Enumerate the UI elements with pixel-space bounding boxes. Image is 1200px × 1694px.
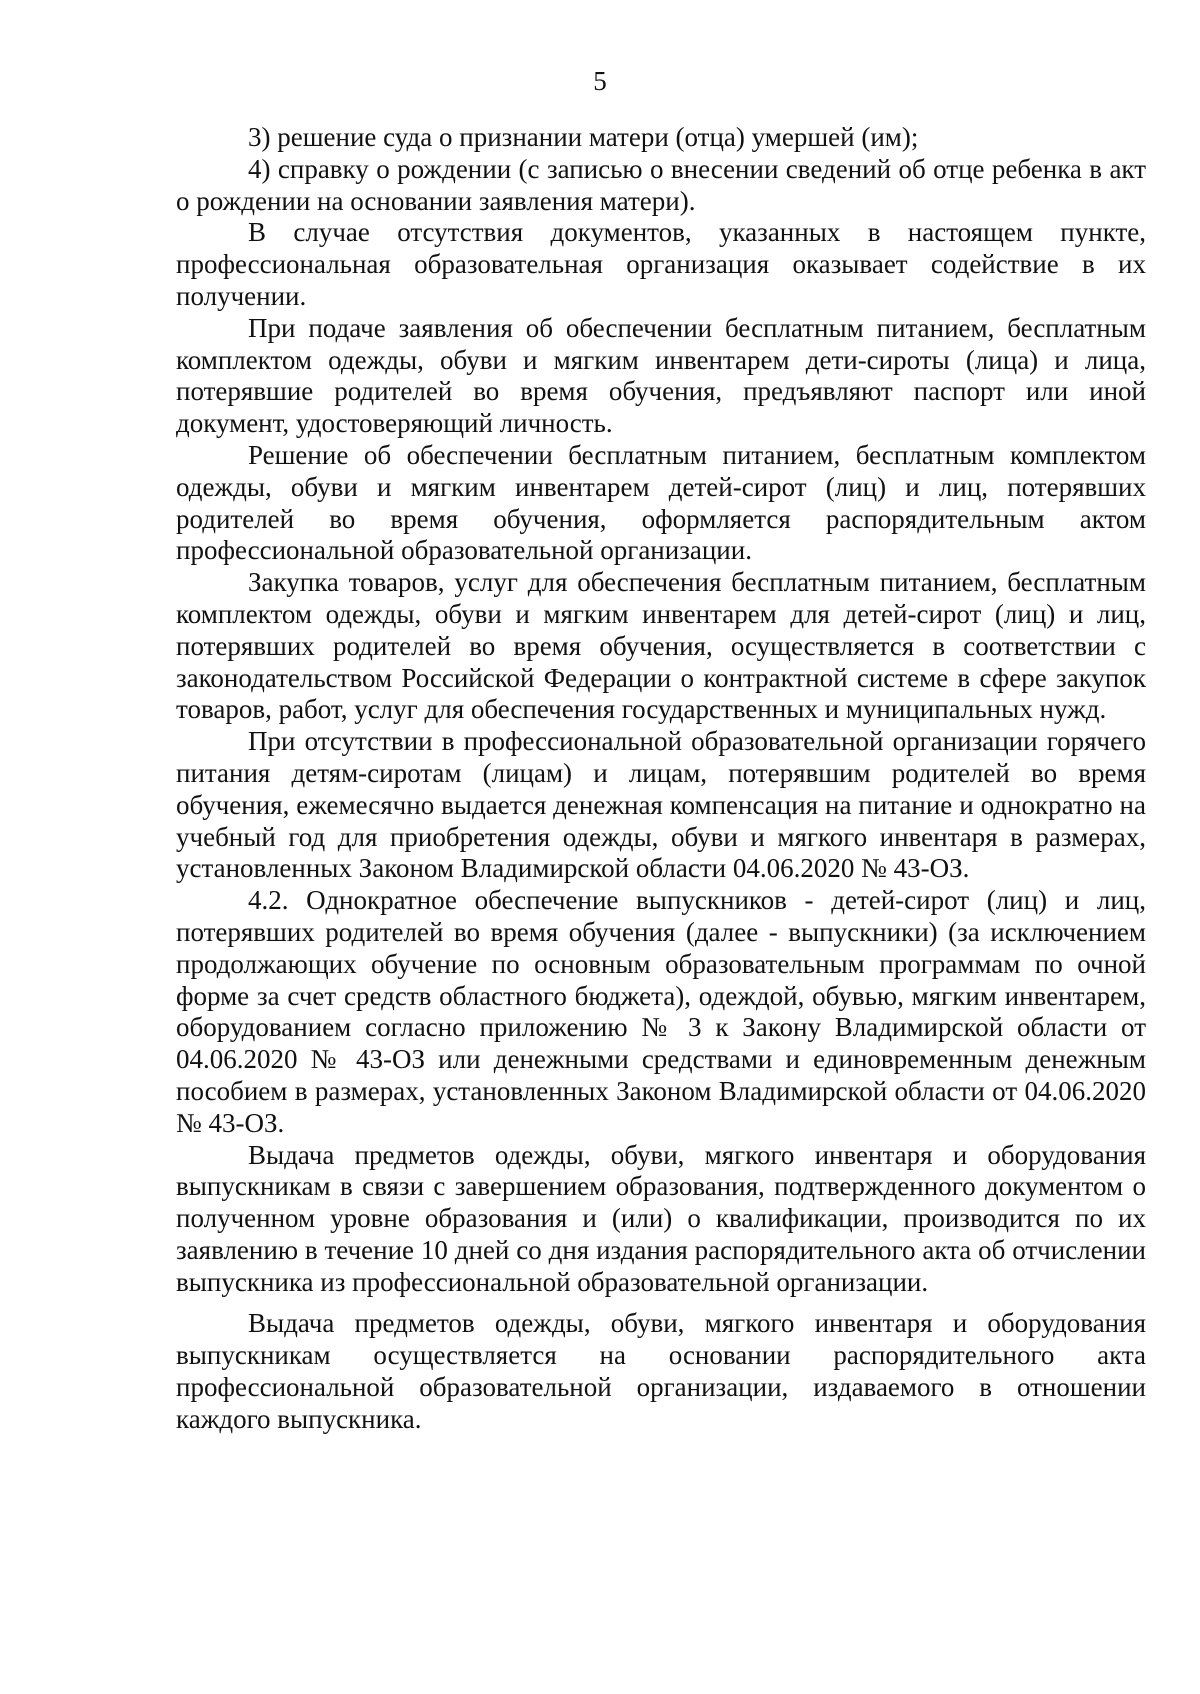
paragraph-8: 4.2. Однократное обеспечение выпускников - детей-сирот (лиц) и лиц, потерявших родителей во время обучения (далее - выпускники) (за исключением продолжающих обучение по основным образовательным программам по очной форме за счет средств областного бюджета), одеждой, обувью, мягким инвентарем, оборудованием согласно приложению № 3 к Закону Владимирской области от 04.06.2020 № 43-ОЗ или денежными средствами и единовременным денежным пособием в размерах, установленных Законом Владимирской области от 04.06.2020 № 43-ОЗ. — [176, 885, 1146, 1138]
paragraph-4: При подаче заявления об обеспечении бесплатным питанием, бесплатным комплектом одежды, обуви и мягким инвентарем дети-сироты (лица) и лица, потерявшие родителей во время обучения, предъявляют паспорт или иной документ, удостоверяющий личность. — [176, 312, 1146, 439]
paragraph-2: 4) справку о рождении (с записью о внесении сведений об отце ребенка в акт о рождении на основании заявления матери). — [176, 153, 1146, 216]
paragraph-6: Закупка товаров, услуг для обеспечения бесплатным питанием, бесплатным комплектом одежды, обуви и мягким инвентарем для детей-сирот (лиц) и лиц, потерявших родителей во время обучения, осуществляется в соответствии с законодательством Российской Федерации о контрактной системе в сфере закупок товаров, работ, услуг для обеспечения государственных и муниципальных нужд. — [176, 567, 1146, 725]
paragraph-5: Решение об обеспечении бесплатным питанием, бесплатным комплектом одежды, обуви и мягким инвентарем детей-сирот (лиц) и лиц, потерявших родителей во время обучения, оформляется распорядительным актом профессиональной образовательной организации. — [176, 439, 1146, 566]
paragraph-1: 3) решение суда о признании матери (отца) умершей (им); — [248, 122, 919, 152]
paragraph-10: Выдача предметов одежды, обуви, мягкого инвентаря и оборудования выпускникам осуществляется на основании распорядительного акта профессиональной образовательной организации, издаваемого в отношении каждого выпускника. — [176, 1308, 1146, 1434]
paragraph-9: Выдача предметов одежды, обуви, мягкого инвентаря и оборудования выпускникам в связи с завершением образования, подтвержденного документом о полученном уровне образования и (или) о квалификации, производится по их заявлению в течение 10 дней со дня издания распорядительного акта об отчислении выпускника из профессиональной образовательной организации. — [176, 1139, 1146, 1297]
paragraph-3: В случае отсутствия документов, указанных в настоящем пункте, профессиональная образовательная организация оказывает содействие в их получении. — [176, 217, 1146, 311]
page-number: 5 — [593, 66, 607, 96]
document-body — [176, 122, 1146, 1436]
paragraph-7: При отсутствии в профессиональной образовательной организации горячего питания детям-сиротам (лицам) и лицам, потерявшим родителей во время обучения, ежемесячно выдается денежная компенсация на питание и однократно на учебный год для приобретения одежды, обуви и мягкого инвентаря в размерах, установленных Законом Владимирской области 04.06.2020 № 43-ОЗ. — [176, 726, 1146, 884]
